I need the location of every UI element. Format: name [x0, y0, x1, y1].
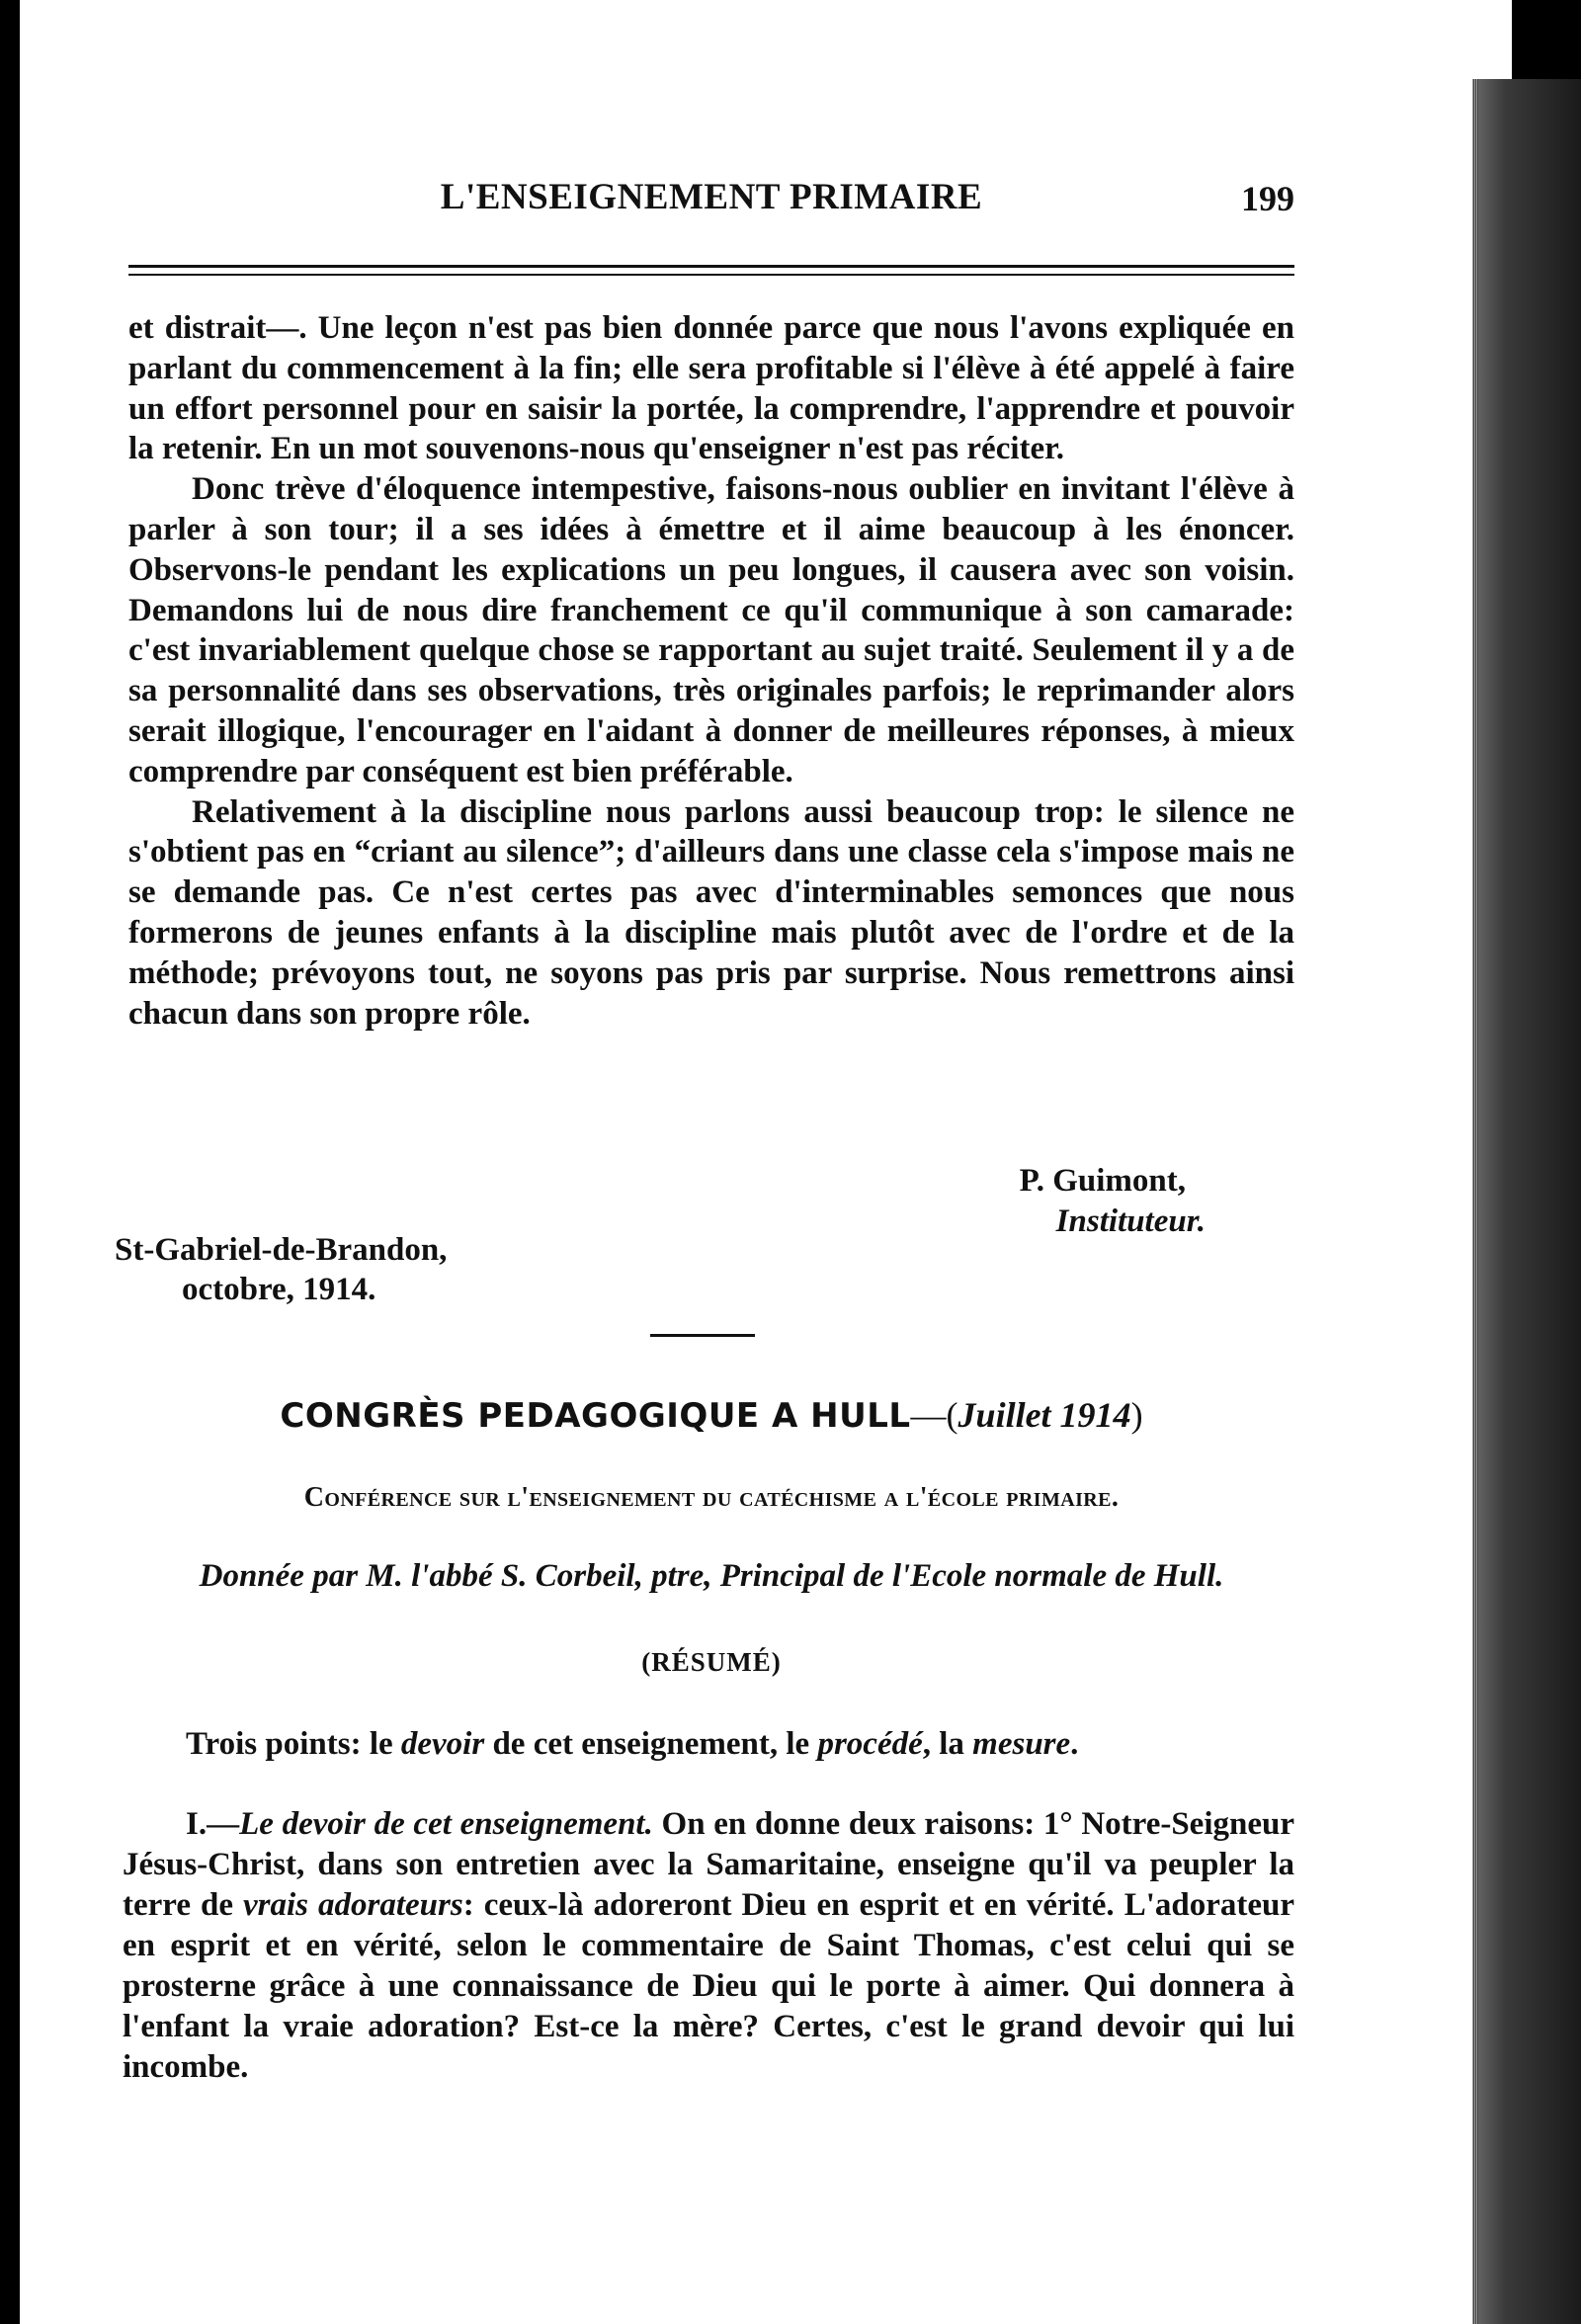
- place: St-Gabriel-de-Brandon,: [115, 1232, 448, 1268]
- section-separator: [650, 1334, 755, 1337]
- given-by: Donnée par M. l'abbé S. Corbeil, ptre, Principal de l'Ecole normale de Hull.: [199, 1558, 1224, 1594]
- paragraph-2: Donc trève d'éloquence intempestive, faisons-nous oublier en invitant l'élève à parler à son tour; il a ses idées à émettre et il aime beaucoup à les énoncer. Observons-le pendant les explications un peu longues, il causera avec son voisin. Demandons lui de nous dire franchement ce qu'il communique à son camarade: c'est invariablement quelque chose se rapportant au sujet traité. Seulement il y a de sa personnalité dans ses observations, très originales parfois; le reprimander alors serait illogique, l'encourager en l'aidant à donner de meilleures réponses, à mieux comprendre par conséquent est bien préférable.: [128, 471, 1294, 789]
- book-page-edge: [1472, 79, 1581, 2324]
- section-1-text-b: : ceux-là adoreront Dieu en esprit et en vérité. L'adorateur en esprit et en vérité, selon le commentaire de Saint Thomas, c'est celui qui se prosterne grâce à une connaissance de Dieu qui le porte à aimer. Qui donnera à l'enfant la vraie adoration? Est-ce la mère? Certes, c'est le grand devoir qui lui incombe.: [123, 1887, 1295, 2085]
- heading-date: Juillet 1914: [957, 1395, 1131, 1435]
- point-mesure: mesure: [972, 1726, 1071, 1762]
- page-number: 199: [1241, 179, 1294, 218]
- paragraph-3: Relativement à la discipline nous parlons aussi beaucoup trop: le silence ne s'obtient pas en “criant au silence”; d'ailleurs dans une classe cela s'impose mais ne se demande pas. Ce n'est certes pas avec d'interminables semonces que nous formerons de jeunes enfants à la discipline mais plutôt avec de l'ordre et de la méthode; prévoyons tout, ne soyons pas pris par surprise. Nous remettrons ainsi chacun dans son propre rôle.: [128, 793, 1294, 1032]
- article-body: [128, 308, 1294, 1034]
- signature-title: Instituteur.: [1055, 1204, 1206, 1239]
- section-1-paragraph: [123, 1804, 1294, 2088]
- section-1-number: I.—: [186, 1806, 240, 1842]
- paragraph-gap: [123, 1765, 1294, 1804]
- paragraph-1: et distrait—. Une leçon n'est pas bien donnée parce que nous l'avons expliquée en parlant du commencement à la fin; elle sera profitable si l'élève à été appelé à faire un effort personnel pour en saisir la portée, la comprendre, l'apprendre et pouvoir la retenir. En un mot souvenons-nous qu'enseigner n'est pas réciter.: [128, 310, 1294, 467]
- points-end: .: [1070, 1726, 1079, 1762]
- resume-label: (RÉSUMÉ): [641, 1647, 782, 1677]
- section-1-title: Le devoir de cet enseignement.: [239, 1806, 653, 1842]
- section-heading: [128, 1391, 1294, 1440]
- heading-close: ): [1130, 1395, 1143, 1435]
- heading-dash: —(: [910, 1395, 958, 1435]
- points-intro: Trois points: le: [186, 1726, 401, 1762]
- section-1-emphasis: vrais adorateurs: [243, 1887, 463, 1923]
- three-points-paragraph: [123, 1724, 1294, 1765]
- points-mid-1: de cet enseignement, le: [484, 1726, 818, 1762]
- running-title: L'ENSEIGNEMENT PRIMAIRE: [440, 177, 983, 217]
- book-page: [20, 0, 1512, 2324]
- date: octobre, 1914.: [182, 1272, 376, 1307]
- running-head: [128, 176, 1294, 219]
- heading-title: CONGRÈS PEDAGOGIQUE A HULL: [280, 1396, 911, 1436]
- header-rule-thick: [128, 265, 1294, 268]
- conference-body: [123, 1724, 1294, 2088]
- points-mid-2: , la: [922, 1726, 973, 1762]
- signature-name: P. Guimont,: [1019, 1163, 1186, 1199]
- point-devoir: devoir: [400, 1726, 485, 1762]
- section-1-text-a: On en donne deux raisons: 1° Notre-Seigneur Jésus-Christ, dans son entretien avec la Samaritaine, enseigne qu'il va peupler la terre de: [123, 1806, 1295, 1923]
- conference-title: Conférence sur l'enseignement du catéchisme a l'école primaire.: [303, 1482, 1120, 1513]
- header-rule-thin: [128, 274, 1294, 276]
- point-procede: procédé: [817, 1726, 923, 1762]
- place-date: [115, 1230, 447, 1309]
